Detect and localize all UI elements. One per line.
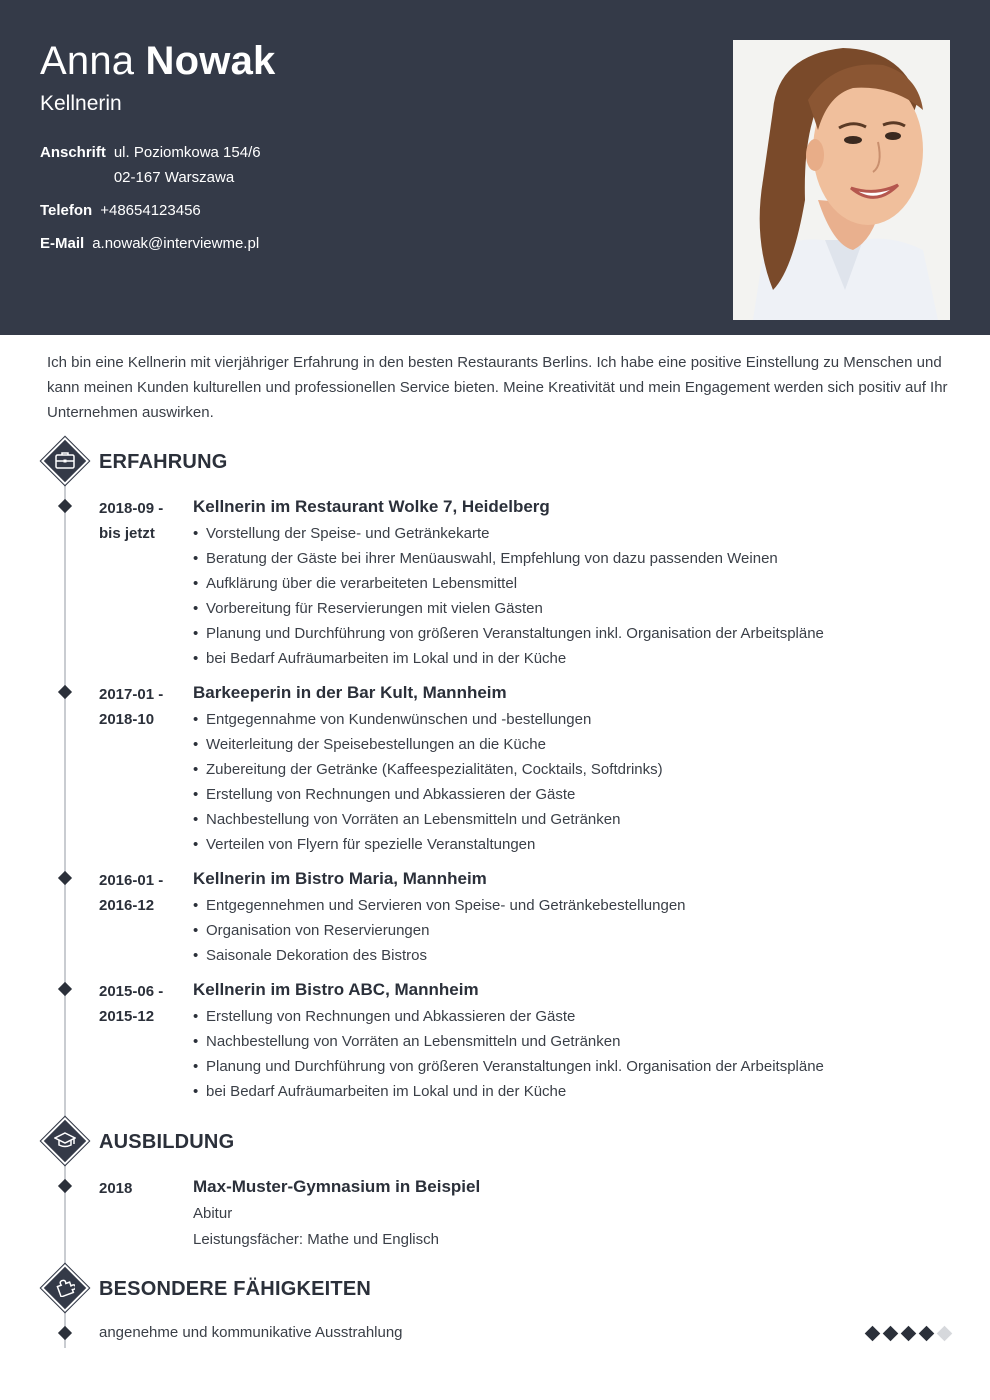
job-title: Kellnerin bbox=[40, 92, 122, 115]
timeline-line-education bbox=[64, 1160, 66, 1265]
puzzle-piece-icon bbox=[50, 1272, 80, 1302]
bullet-item: • bei Bedarf Aufräumarbeiten im Lokal und in der Küche bbox=[193, 646, 953, 671]
profile-summary: Ich bin eine Kellnerin mit vierjähriger Erfahrung in den besten Restaurants Berlins. Ich habe eine positive Einstellung zu Menschen und kann meinen Kunden kulturellen und professionellen Service bieten. Meine Kreativität und mein Engagement werden sich positiv auf Ihr Unternehmen auswirken. bbox=[47, 354, 948, 421]
graduation-cap-icon bbox=[50, 1125, 80, 1155]
email-row bbox=[40, 231, 259, 256]
address-label: Anschrift bbox=[40, 144, 106, 161]
last-name: Nowak bbox=[145, 39, 276, 83]
bullet-item: • Saisonale Dekoration des Bistros bbox=[193, 943, 953, 968]
phone-label: Telefon bbox=[40, 202, 93, 219]
bullet-item: • Beratung der Gäste bei ihrer Menüauswahl, Empfehlung von dazu passenden Weinen bbox=[193, 546, 953, 571]
bullet-item: • Entgegennehmen und Servieren von Speise- und Getränkebestellungen bbox=[193, 893, 953, 918]
address-line-2: 02-167 Warszawa bbox=[113, 169, 235, 186]
bullet-item: • Nachbestellung von Vorräten an Lebensmitteln und Getränken bbox=[193, 1029, 953, 1054]
entry-date: 2015-06 - 2015-12 bbox=[99, 983, 164, 1025]
briefcase-icon bbox=[50, 445, 80, 475]
bullet-item: • Zubereitung der Getränke (Kaffeespezialitäten, Cocktails, Softdrinks) bbox=[193, 757, 953, 782]
entry-title: Max-Muster-Gymnasium in Beispiel bbox=[193, 1177, 481, 1196]
profile-photo bbox=[733, 40, 950, 320]
rating-diamond-filled bbox=[865, 1326, 881, 1342]
address-row bbox=[40, 140, 261, 190]
entry-title: Kellnerin im Bistro Maria, Mannheim bbox=[193, 869, 487, 888]
entry-title: Kellnerin im Restaurant Wolke 7, Heidelberg bbox=[193, 497, 550, 516]
entry-title: Kellnerin im Bistro ABC, Mannheim bbox=[193, 980, 479, 999]
first-name: Anna bbox=[40, 39, 135, 83]
timeline-dot bbox=[58, 982, 72, 996]
email-label: E-Mail bbox=[40, 235, 85, 252]
entry-date: 2017-01 - 2018-10 bbox=[99, 686, 164, 728]
timeline-dot bbox=[58, 685, 72, 699]
bullet-item: • Organisation von Reservierungen bbox=[193, 918, 953, 943]
entry-title: Barkeeperin in der Bar Kult, Mannheim bbox=[193, 683, 507, 702]
phone-value: +48654123456 bbox=[100, 202, 201, 219]
bullet-item: • Aufklärung über die verarbeiteten Lebensmittel bbox=[193, 571, 953, 596]
bullet-item: • Entgegennahme von Kundenwünschen und -bestellungen bbox=[193, 707, 953, 732]
candidate-name bbox=[40, 38, 275, 84]
phone-row bbox=[40, 198, 201, 223]
timeline-dot bbox=[58, 1179, 72, 1193]
timeline-line-experience bbox=[64, 480, 66, 1120]
entry-degree: Abitur bbox=[193, 1205, 233, 1222]
experience-heading: ERFAHRUNG bbox=[99, 451, 228, 473]
rating-diamond-filled bbox=[883, 1326, 899, 1342]
entry-bullets bbox=[193, 893, 953, 968]
bullet-item: • Weiterleitung der Speisebestellungen an die Küche bbox=[193, 732, 953, 757]
bullet-item: • Erstellung von Rechnungen und Abkassieren der Gäste bbox=[193, 1004, 953, 1029]
bullet-item: • Vorstellung der Speise- und Getränkekarte bbox=[193, 521, 953, 546]
entry-details: Leistungsfächer: Mathe und Englisch bbox=[193, 1231, 439, 1248]
bullet-item: • bei Bedarf Aufräumarbeiten im Lokal und in der Küche bbox=[193, 1079, 953, 1104]
entry-bullets bbox=[193, 1004, 953, 1104]
timeline-dot bbox=[58, 871, 72, 885]
entry-date: 2016-01 - 2016-12 bbox=[99, 872, 164, 914]
entry-date: 2018 bbox=[99, 1180, 133, 1197]
rating-diamond-empty bbox=[937, 1326, 953, 1342]
skill-label: angenehme und kommunikative Ausstrahlung bbox=[99, 1324, 403, 1341]
email-value: a.nowak@interviewme.pl bbox=[92, 235, 260, 252]
resume-header bbox=[0, 0, 990, 335]
entry-date: 2018-09 - bis jetzt bbox=[99, 500, 164, 542]
bullet-item: • Erstellung von Rechnungen und Abkassieren der Gäste bbox=[193, 782, 953, 807]
bullet-item: • Verteilen von Flyern für spezielle Veranstaltungen bbox=[193, 832, 953, 857]
bullet-item: • Vorbereitung für Reservierungen mit vielen Gästen bbox=[193, 596, 953, 621]
bullet-item: • Planung und Durchführung von größeren Veranstaltungen inkl. Organisation der Arbeitspläne bbox=[193, 621, 953, 646]
timeline-dot bbox=[58, 499, 72, 513]
education-heading: AUSBILDUNG bbox=[99, 1131, 235, 1153]
rating-diamond-filled bbox=[901, 1326, 917, 1342]
entry-bullets bbox=[193, 707, 953, 857]
entry-bullets bbox=[193, 521, 953, 671]
timeline-dot bbox=[58, 1326, 72, 1340]
skill-rating bbox=[867, 1328, 950, 1339]
skills-heading: BESONDERE FÄHIGKEITEN bbox=[99, 1278, 372, 1300]
address-line-1: ul. Poziomkowa 154/6 bbox=[113, 144, 261, 161]
bullet-item: • Nachbestellung von Vorräten an Lebensmitteln und Getränken bbox=[193, 807, 953, 832]
bullet-item: • Planung und Durchführung von größeren Veranstaltungen inkl. Organisation der Arbeitspläne bbox=[193, 1054, 953, 1079]
rating-diamond-filled bbox=[919, 1326, 935, 1342]
